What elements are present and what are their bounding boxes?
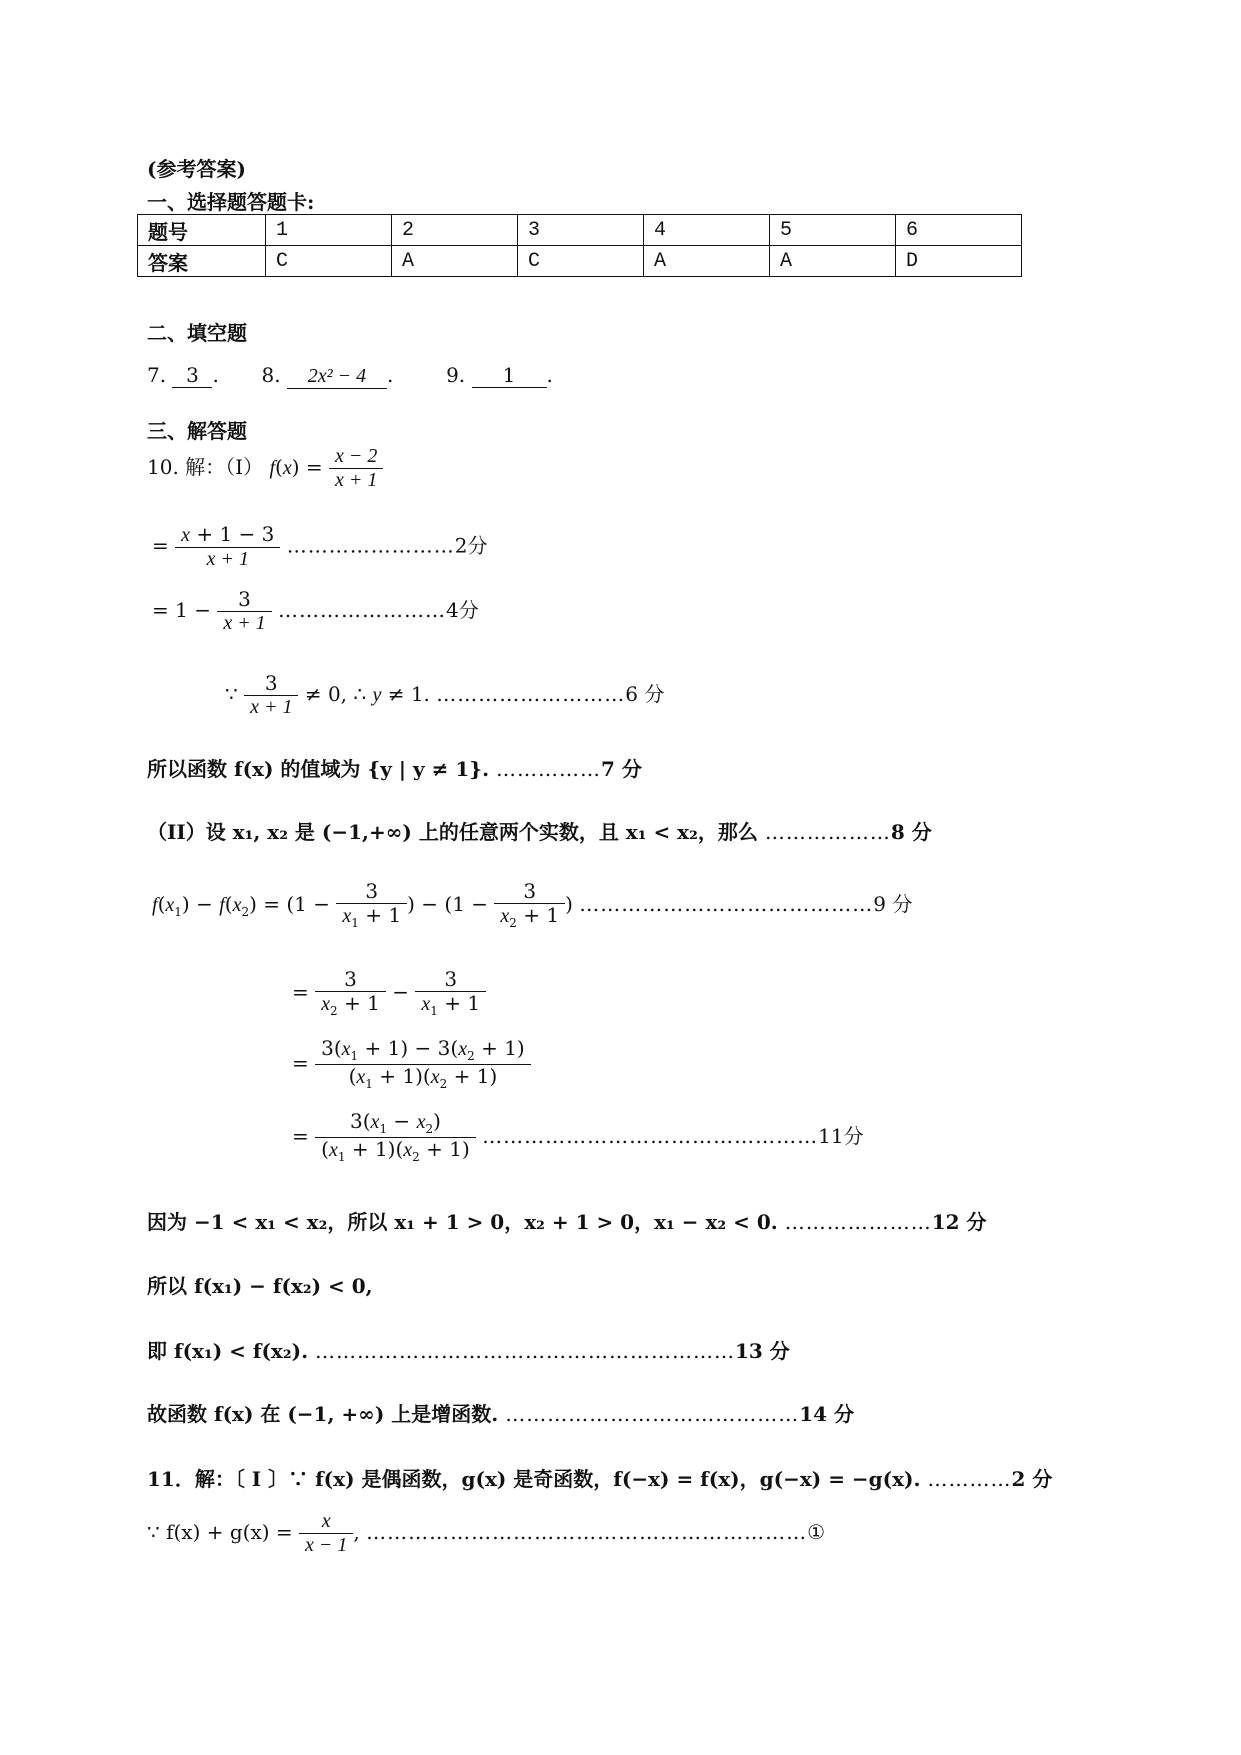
row-label-numbers: 题号	[138, 215, 266, 246]
conclusion-text: 故函数 f(x) 在 (−1, +∞) 上是增函数.	[147, 1402, 499, 1426]
p10-diff-line: $f(x_1) - f(x_2) = (1$ − $\frac{3}{x_1 + 1}$ ) − (1 − $\frac{3}{x_2 + 1}$ ) ……………………………………9 分	[152, 879, 913, 930]
p10-fraction: $\frac{x - 2}{x + 1}$	[329, 445, 383, 492]
because-text: 因为 −1 < x₁ < x₂，所以 x₁ + 1 > 0，x₂ + 1 > 0，x₁ − x₂ < 0.	[147, 1210, 778, 1234]
score-12: 12 分	[931, 1210, 987, 1234]
p10-step-2: = 1 − $\frac{3}{x + 1}$ ……………………4分	[152, 587, 479, 634]
q8-answer: 2x² − 4	[287, 365, 387, 389]
step-fraction: $\frac{3}{x + 1}$	[244, 672, 298, 719]
p10-diff-step-1: = $\frac{3}{x_2 + 1}$ − $\frac{3}{x_1 + 1}$	[292, 968, 486, 1019]
p10-part2: （II）设 x₁, x₂ 是 (−1,+∞) 上的任意两个实数，且 x₁ < x₂，那么 ………………8 分	[147, 820, 932, 844]
section-fill-heading: 二、填空题	[147, 321, 247, 345]
score-2: 2分	[454, 533, 488, 558]
score-8: 8 分	[890, 820, 932, 844]
score-6: 6 分	[625, 682, 665, 706]
score-11: 11分	[818, 1123, 864, 1148]
fill-in-answers: 7. 3 . 8. 2x² − 4 . 9. 1 .	[147, 363, 553, 387]
answer-cell: D	[896, 246, 1022, 277]
answer-card-table	[137, 214, 1022, 277]
score-14: 14 分	[799, 1402, 854, 1426]
table-row-answers	[138, 246, 1022, 277]
p10-so: 所以 f(x₁) − f(x₂) < 0,	[147, 1274, 373, 1298]
answer-cell: C	[518, 246, 644, 277]
score-13: 13 分	[735, 1339, 790, 1363]
part2-text: （II）设 x₁, x₂ 是 (−1,+∞) 上的任意两个实数，且 x₁ < x₂，那么	[147, 820, 758, 844]
p10-diff-step-2: = $\frac{3(x_1 + 1) - 3(x_2 + 1)}{(x_1 + 1)(x_2 + 1)}$	[292, 1037, 531, 1092]
p11-label: 11．解：〔 I 〕∵ f(x) 是偶函数，g(x) 是奇函数，f(−x) = f(x)，g(−x) = −g(x).	[147, 1467, 921, 1491]
q8-label: 8.	[261, 363, 281, 387]
p10-label: 10. 解：（I）	[147, 455, 264, 479]
answer-cell: A	[392, 246, 518, 277]
equation-mark: ①	[807, 1520, 826, 1544]
eq-fraction: $\frac{x}{x - 1}$	[299, 1510, 353, 1557]
range-text: 所以函数 f(x) 的值域为 {y | y ≠ 1}.	[147, 757, 490, 781]
p10-conclusion: 故函数 f(x) 在 (−1, +∞) 上是增函数. ……………………………………14 分	[147, 1402, 854, 1426]
answer-cell: A	[770, 246, 896, 277]
answer-key-heading: (参考答案)	[147, 157, 246, 181]
q9-label: 9.	[446, 363, 466, 387]
p10-step-3: ∵ $\frac{3}{x + 1}$ ≠ 0, ∴ y ≠ 1. ………………………6 分	[225, 671, 665, 718]
table-row-numbers	[138, 215, 1022, 246]
question-number: 4	[644, 215, 770, 246]
p10-first-line: 10. 解：（I） f(x) = $\frac{x - 2}{x + 1}$	[147, 445, 383, 492]
p10-step-1: = $\frac{x + 1 - 3}{x + 1}$ ……………………2分	[152, 522, 488, 570]
ie-text: 即 f(x₁) < f(x₂).	[147, 1339, 309, 1363]
question-number: 5	[770, 215, 896, 246]
row-label-answers: 答案	[138, 246, 266, 277]
q9-answer: 1	[472, 363, 547, 388]
p10-ie: 即 f(x₁) < f(x₂). ……………………………………………………13 分	[147, 1339, 790, 1363]
q7-answer: 3	[172, 363, 212, 388]
answer-cell: A	[644, 246, 770, 277]
score-7: 7 分	[601, 757, 642, 781]
eq-prefix: ∵ f(x) + g(x) =	[147, 1520, 293, 1544]
section-choice-heading: 一、选择题答题卡:	[147, 190, 315, 214]
section-solve-heading: 三、解答题	[147, 419, 247, 443]
score-4: 4分	[446, 598, 479, 622]
p10-because: 因为 −1 < x₁ < x₂，所以 x₁ + 1 > 0，x₂ + 1 > 0，x₁ − x₂ < 0. …………………12 分	[147, 1210, 987, 1234]
answer-cell: C	[266, 246, 392, 277]
p11-score-2: 2 分	[1011, 1467, 1053, 1491]
p11-equation-1: ∵ f(x) + g(x) = $\frac{x}{x - 1}$ , ………………………………………………………①	[147, 1510, 826, 1556]
question-number: 6	[896, 215, 1022, 246]
q7-label: 7.	[147, 363, 167, 387]
score-9: 9 分	[873, 891, 913, 916]
question-number: 2	[392, 215, 518, 246]
p10-diff-step-3: = $\frac{3(x_1 - x_2)}{(x_1 + 1)(x_2 + 1)}$ …………………………………………11分	[292, 1109, 864, 1164]
step-fraction: $\frac{x + 1 - 3}{x + 1}$	[175, 523, 280, 571]
step-fraction: $\frac{3}{x + 1}$	[217, 588, 271, 635]
question-number: 1	[266, 215, 392, 246]
question-number: 3	[518, 215, 644, 246]
p11-first-line: 11．解：〔 I 〕∵ f(x) 是偶函数，g(x) 是奇函数，f(−x) = f(x)，g(−x) = −g(x). …………2 分	[147, 1467, 1053, 1491]
p10-range: 所以函数 f(x) 的值域为 {y | y ≠ 1}. ……………7 分	[147, 757, 642, 781]
